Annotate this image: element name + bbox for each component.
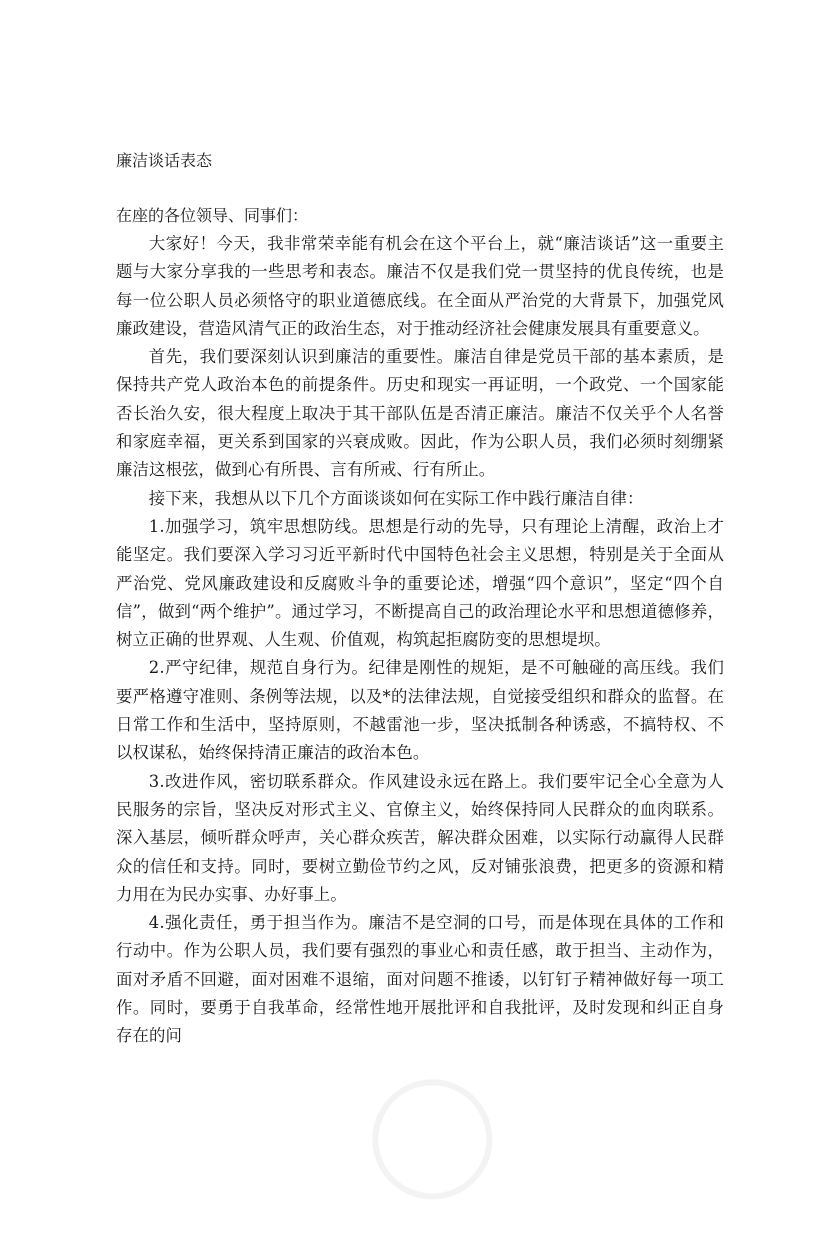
paragraph-point-4-responsibility: 4.强化责任，勇于担当作为。廉洁不是空洞的口号，而是体现在具体的工作和行动中。作为公职人员，我们要有强烈的事业心和责任感，敢于担当、主动作为，面对矛盾不回避，面对困难不退缩，面对问题不推诿，以钉钉子精神做好每一项工作。同时，要勇于自我革命，经常性地开展批评和自我批评，及时发现和纠正自身存在的问 — [116, 913, 724, 1046]
paragraph-greeting: 大家好！今天，我非常荣幸能有机会在这个平台上，就“廉洁谈话”这一重要主题与大家分享我的一些思考和表态。廉洁不仅是我们党一贯坚持的优良传统，也是每一位公职人员必须恪守的职业道德底线。在全面从严治党的大背景下，加强党风廉政建设，营造风清气正的政治生态，对于推动经济社会健康发展具有重要意义。 — [116, 234, 724, 338]
paragraph-point-2-discipline: 2.严守纪律，规范自身行为。纪律是刚性的规矩，是不可触碰的高压线。我们要严格遵守准则、条例等法规，以及*的法律法规，自觉接受组织和群众的监督。在日常工作和生活中，坚持原则，不越雷池一步，坚决抵制各种诱惑，不搞特权、不以权谋私，始终保持清正廉洁的政治本色。 — [116, 658, 724, 763]
paragraph-point-1-study: 1.加强学习，筑牢思想防线。思想是行动的先导，只有理论上清醒，政治上才能坚定。我们要深入学习习近平新时代中国特色社会主义思想，特别是关于全面从严治党、党风廉政建设和反腐败斗争的重要论述，增强“四个意识”，坚定“四个自信”，做到“两个维护”。通过学习，不断提高自己的政治理论水平和思想道德修养，树立正确的世界观、人生观、价值观，构筑起拒腐防变的思想堤坝。 — [116, 516, 724, 650]
paragraph-importance: 首先，我们要深刻认识到廉洁的重要性。廉洁自律是党员干部的基本素质，是保持共产党人政治本色的前提条件。历史和现实一再证明，一个政党、一个国家能否长治久安，很大程度上取决于其干部队伍是否清正廉洁。廉洁不仅关乎个人名誉和家庭幸福，更关系到国家的兴衰成败。因此，作为公职人员，我们必须时刻绷紧廉洁这根弦，做到心有所畏、言有所戒、行有所止。 — [116, 347, 724, 480]
paragraph-point-3-style: 3.改进作风，密切联系群众。作风建设永远在路上。我们要牢记全心全意为人民服务的宗旨，坚决反对形式主义、官僚主义，始终保持同人民群众的血肉联系。深入基层，倾听群众呼声，关心群众疾苦，解决群众困难，以实际行动赢得人民群众的信任和支持。同时，要树立勤俭节约之风，反对铺张浪费，把更多的资源和精力用在为民办实事、办好事上。 — [116, 771, 724, 904]
paragraph-transition: 接下来，我想从以下几个方面谈谈如何在实际工作中践行廉洁自律： — [148, 488, 644, 508]
document-body — [116, 202, 724, 1051]
watermark-ring — [351, 1058, 513, 1220]
salutation: 在座的各位领导、同事们： — [116, 206, 309, 225]
document-title: 廉洁谈话表态 — [116, 151, 213, 170]
watermark-stamp — [316, 1039, 544, 1230]
